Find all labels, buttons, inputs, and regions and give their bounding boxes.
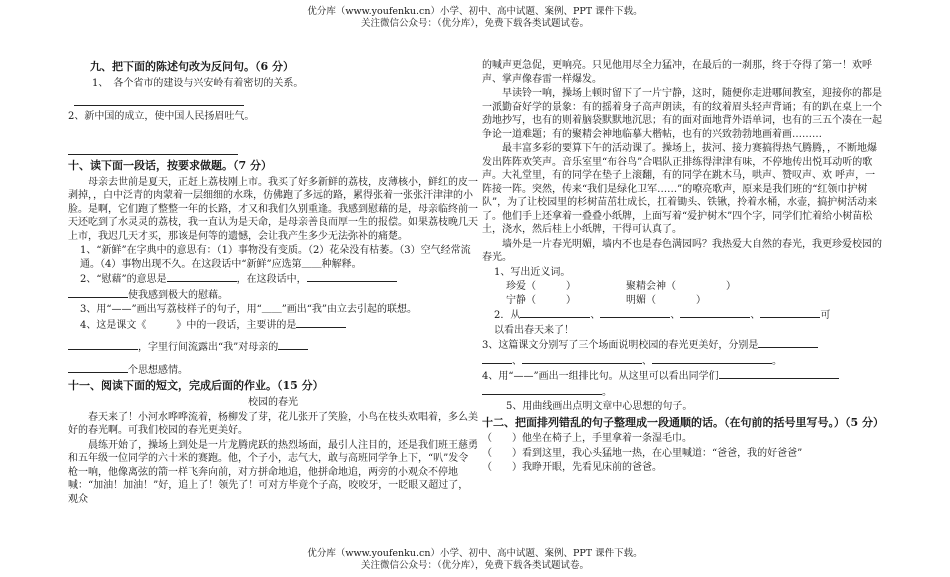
- s11-paragraph-2-cont: 的喊声更急促，更响亮。只见他用尽全力猛冲，在最后的一刹那，终于夺得了第一！欢呼声、掌声像春雷一样爆发。: [482, 60, 872, 85]
- s11-paragraph-4: 最丰富多彩的要算下午的活动课了。操场上，拔河、接力赛搞得热气腾腾，，不断地爆发出阵阵欢笑声。音乐室里“布谷鸟”合唱队正排练得津津有味，不停地传出悦耳动听的歌声。大礼堂里，有的同学在垫子上滚翻，有的同学在跳木马，哄声、赞叹声、欢 呼声，一阵接一阵。突然，传来“我们是绿化卫军……”的嘹亮歌声，原来是我们班的“红领巾护树队”，为了让校园里的杉树苗茁壮成长，扛着锄头、铁锹，拎着水桶，水壶，搞护树活动来了。他们手上还拿着一叠叠小纸牌，上面写着“爱护树木”四个字，同学们忙着给小树苗松土，浇水，然后桂上小纸牌，干得可认真了。: [482, 143, 878, 235]
- q4-blank-2[interactable]: [482, 385, 602, 395]
- s11-question-2: [482, 308, 882, 323]
- s10-question-1: 1、“新鲜”在字典中的意思有：（1）事物没有变质。（2）花朵没有枯萎。（3）空气经常流通。（4）事物出现不久。在这段话中“新鲜”应选第＿＿种解释。: [80, 245, 471, 270]
- q3-sep-2: 、: [642, 355, 652, 367]
- s10-q2-blank-2[interactable]: [307, 272, 397, 282]
- section-10-heading: 十、读下面一段话，按要求做题。（7 分）: [68, 158, 272, 172]
- s11-question-3-cont: [482, 354, 882, 369]
- s11-question-3: [482, 338, 882, 353]
- s11-question-4-cont: [482, 385, 882, 400]
- s9-answer-line-2[interactable]: [68, 143, 238, 155]
- q2-blank-3[interactable]: [680, 308, 750, 318]
- s11-paragraph-1: 春天来了！小河水哗哗流着，杨柳发了芽，花儿张开了笑脸，小鸟在枝头欢唱着，多么美好的春光啊。可我们校园的春光更美好。: [68, 411, 478, 437]
- synonym-item[interactable]: 明媚（ ）: [626, 294, 706, 306]
- q2-text-e: 可: [820, 310, 831, 321]
- q2-sep-2: 、: [670, 310, 681, 321]
- footer-line-1: 优分库（www.youfenku.cn）小学、初中、高中试题、案例、PPT 课件下载。: [307, 548, 643, 559]
- s10-q5-part-a: ，字里行间流露出“我”对母亲的: [138, 342, 279, 354]
- s11-paragraph-2: 晨练开始了，操场上到处是一片龙腾虎跃的热烈场面，最引人注目的，还是我们班王慈勇和五年级一位同学的六十米的赛跑。他，个子小，志气大，敢与高班同学争上下，“叭”发令枪一响，他像离弦的箭一样飞奔向前，对方拼命地追，他拼命地追，两旁的小观众不停地喊：“加油！加油！”好，追上了！领先了！可对方毕竟个子高，咬咬牙，一眨眼又超过了，观众: [68, 439, 478, 505]
- s10-q4-text: 4、这是课文《 》中的一段话，主要讲的是: [80, 319, 297, 331]
- s10-question-3: 3、用“——”画出写荔枝样子的句子，用“＿＿”画出“我”由立去引起的联想。: [80, 304, 418, 316]
- page-footer: [0, 548, 950, 572]
- right-column: [482, 58, 882, 476]
- q2-text-a: 2．从: [494, 310, 521, 321]
- s11-article-title: 校园的春光: [248, 397, 298, 409]
- s10-q2-part-a: 2、“慰藉”的意思是: [80, 274, 167, 286]
- s10-question-2: [68, 272, 478, 287]
- s11-paragraph-3: 早读铃一响，操场上顿时留下了一片宁静，这时，随便你走进哪间教室，迎接你的都是一派勤奋好学的景象：有的摇着身子高声朗读，有的纹着眉头轻声背诵；有的趴在桌上一个劲地抄写，也有的则着脑袋默默地沉思；有的面对面地背外语单词，也有的三五个凑在一起争论一道难题；有的聚精会神地临摹大楷帖，也有的兴致勃勃地画着画………: [482, 88, 882, 140]
- s11-question-4: [482, 369, 882, 384]
- q2-sep-1: 、: [590, 310, 601, 321]
- s10-question-4: [68, 318, 478, 333]
- s11-question-1: 1、写出近义词。: [494, 266, 571, 278]
- section-11-heading: 十一、阅读下面的短文，完成后面的作业。（15 分）: [68, 379, 324, 393]
- s10-question-2-cont: [68, 288, 478, 303]
- s12-line-3[interactable]: （ ）我睁开眼，先看见床前的爸爸。: [482, 462, 662, 474]
- s10-q5-part-b: 个思想感情。: [128, 364, 188, 376]
- q3-text-a: 3、这篇课文分别写了三个场面说明校园的春光更美好，分别是: [482, 340, 759, 351]
- s10-q4-blank[interactable]: [296, 318, 346, 328]
- q3-blank-4[interactable]: [652, 354, 772, 364]
- q2-blank-4[interactable]: [760, 308, 820, 318]
- section-12-heading: 十二、把面排列错乱的句子整理成一段通顺的话。（在句前的括号里写号。）（5 分）: [482, 415, 884, 429]
- q3-blank-3[interactable]: [522, 354, 642, 364]
- page-header: [0, 6, 950, 30]
- s10-q5-blank-3[interactable]: [68, 363, 128, 373]
- s12-line-1[interactable]: （ ）他坐在椅子上，手里拿着一条湿毛巾。: [482, 433, 692, 445]
- q4-blank-1[interactable]: [719, 369, 839, 379]
- q2-sep-3: 、: [750, 310, 761, 321]
- q3-blank-2[interactable]: [482, 354, 512, 364]
- synonym-row-1: [482, 280, 882, 294]
- synonym-row-2: [482, 294, 882, 308]
- synonym-item[interactable]: 聚精会神（ ）: [626, 281, 736, 292]
- s11-paragraph-5: 墙外是一片春光明媚，墙内不也是春色满园吗？我热爱大自然的春光，我更珍爱校园的春光。: [482, 238, 882, 263]
- q4-text-a: 4、用“——”画出一组排比句。从这里可以看出同学们: [482, 371, 719, 382]
- s10-q2-blank-3[interactable]: [68, 288, 128, 298]
- s10-q2-part-b: ，在这段话中，: [236, 274, 307, 286]
- q2-blank-1[interactable]: [520, 308, 590, 318]
- q3-sep-1: 、: [512, 355, 522, 367]
- synonym-item[interactable]: 珍爱（ ）: [506, 281, 576, 292]
- s9-answer-line-1[interactable]: [74, 94, 244, 106]
- header-line-2: 关注微信公众号：（优分库），免费下载各类试题试卷。: [360, 18, 589, 29]
- q3-end: 。: [772, 355, 782, 367]
- s10-passage: 母亲去世前是夏天，正赶上荔枝刚上市。我买了好多新鲜的荔枝，皮薄核小，鲜红的皮一剥掉，，白中泛青的肉蒙着一层细细的水珠，仿佛跑了多远的路，累得张着一张张汗津津的小脸。是啊，它们跑了整整一年的长路，才又和我们久别重逢。我感到慰藉的是，母亲临终前一天还吃到了水灵灵的荔枝，我一直认为是天命，是母亲善良而厚一生的报偿。如果荔枝晚几天上市，我迟几天才买，那该是何等的遗憾，会让我产生多少无法弥补的痛楚。: [68, 176, 478, 242]
- q4-end: 。: [602, 386, 612, 398]
- section-9-heading: 九、把下面的陈述句改为反问句。（6 分）: [90, 60, 294, 73]
- s10-q5-blank-2[interactable]: [278, 340, 308, 350]
- footer-line-2: 关注微信公众号：（优分库），免费下载各类试题试卷。: [360, 560, 589, 571]
- s10-q2-part-c: 使我感到极大的慰藉。: [128, 289, 228, 301]
- s9-question-2: 2、新中国的成立，使中国人民扬眉吐气。: [68, 111, 255, 123]
- s10-q5-blank-1[interactable]: [68, 340, 138, 350]
- s10-question-5: [68, 340, 478, 355]
- s10-q2-blank-1[interactable]: [167, 272, 237, 282]
- s11-question-5: 5、用曲线画出点明文章中心思想的句子。: [506, 401, 693, 412]
- s10-question-5-cont: [68, 363, 478, 378]
- s12-line-2[interactable]: （ ）看到这里，我心头猛地一热，在心里喊道：“爸爸，我的好爸爸”: [482, 447, 803, 459]
- synonym-item[interactable]: 宁静（ ）: [506, 294, 576, 306]
- header-line-1: 优分库（www.youfenku.cn）小学、初中、高中试题、案例、PPT 课件下载。: [307, 6, 643, 17]
- s9-question-1: 1、 各个省市的建设与兴安岭有着密切的关系。: [92, 77, 304, 89]
- s11-question-2-cont: 以看出春天来了！: [494, 324, 574, 336]
- q2-blank-2[interactable]: [600, 308, 670, 318]
- left-column: [68, 58, 478, 507]
- q3-blank-1[interactable]: [758, 338, 818, 348]
